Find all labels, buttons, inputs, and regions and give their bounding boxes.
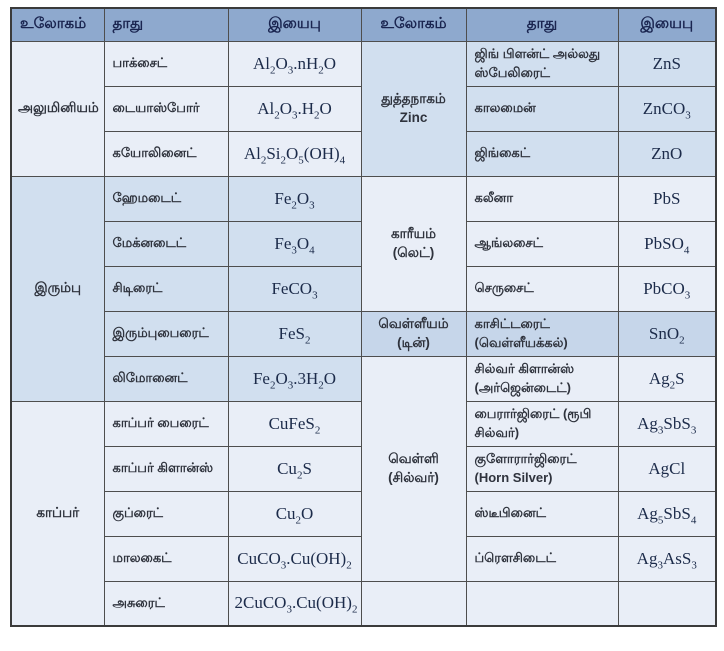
ore-cell: செருசைட் [466, 266, 618, 311]
ore-cell: ஸ்டீபினைட் [466, 491, 618, 536]
formula-cell: $Ag_5SbS_4$ [618, 491, 716, 536]
formula-cell: $CuCO_3.Cu(OH)_2$ [228, 536, 361, 581]
formula-cell: FeCO$_3$ [228, 266, 361, 311]
header-ore-left: தாது [104, 8, 228, 41]
formula-cell: FeS$_2$ [228, 311, 361, 356]
metal-cell-zinc [361, 41, 466, 176]
table-row [11, 356, 716, 401]
formula-cell: $Ag_2S$ [618, 356, 716, 401]
formula-cell: $Al_2Si_2O_5(OH)_4$ [228, 131, 361, 176]
ore-cell: லிமோனைட் [104, 356, 228, 401]
metal-subname: (லெட்) [392, 244, 435, 260]
metal-cell-silver [361, 356, 466, 581]
formula-cell: ZnS [618, 41, 716, 86]
formula-cell: ZnO [618, 131, 716, 176]
formula-cell: $Cu_2S$ [228, 446, 361, 491]
ore-cell: அசுரைட் [104, 581, 228, 626]
header-composition-right: இயைபு [618, 8, 716, 41]
formula-cell: $Ag_3AsS_3$ [618, 536, 716, 581]
ore-cell: கயோலினைட் [104, 131, 228, 176]
header-metal-right: உலோகம் [361, 8, 466, 41]
formula-cell [618, 581, 716, 626]
formula-cell: $Al_2O_3.nH_2O$ [228, 41, 361, 86]
metal-ores-table [10, 7, 717, 627]
ore-cell: குளோரார்ஜிரைட் (Horn Silver) [466, 446, 618, 491]
ore-cell: சிடிரைட் [104, 266, 228, 311]
formula-cell: $Fe_3O_4$ [228, 221, 361, 266]
header-row [11, 8, 716, 41]
metal-name: காரீயம் [390, 226, 437, 242]
formula-cell: ZnCO$_3$ [618, 86, 716, 131]
table-row [11, 581, 716, 626]
metal-cell-iron: இரும்பு [11, 176, 104, 401]
formula-cell: $Fe_2O_3$ [228, 176, 361, 221]
metal-name: வெள்ளீயம் [378, 316, 449, 332]
ore-cell: ஆங்லசைட் [466, 221, 618, 266]
ore-cell: ப்ரௌசிடைட் [466, 536, 618, 581]
metal-name: வெள்ளி [388, 451, 439, 467]
ore-cell: காசிட்டரைட் (வெள்ளீயக்கல்) [466, 311, 618, 356]
metal-cell-lead [361, 176, 466, 311]
ore-cell: சில்வர் கிளான்ஸ் (அர்ஜென்டைட்) [466, 356, 618, 401]
metal-subname: (சில்வர்) [388, 469, 439, 485]
formula-cell: PbS [618, 176, 716, 221]
metal-cell-aluminium: அலுமினியம் [11, 41, 104, 176]
table-row [11, 41, 716, 86]
formula-cell: $Ag_3SbS_3$ [618, 401, 716, 446]
metal-subname: (டின்) [397, 334, 430, 350]
ore-cell [466, 581, 618, 626]
formula-cell: $2CuCO_3.Cu(OH)_2$ [228, 581, 361, 626]
ore-cell: இரும்புபைரைட் [104, 311, 228, 356]
metal-subname: Zinc [399, 109, 428, 125]
formula-cell: $Fe_2O_3.3H_2O$ [228, 356, 361, 401]
formula-cell: PbCO$_3$ [618, 266, 716, 311]
ore-cell: காப்பர் பைரைட் [104, 401, 228, 446]
formula-cell: PbSO$_4$ [618, 221, 716, 266]
ore-cell: குப்ரைட் [104, 491, 228, 536]
ore-cell: காலமைன் [466, 86, 618, 131]
formula-cell: CuFeS$_2$ [228, 401, 361, 446]
ore-cell: ஜிங் பிளன்ட் அல்லது ஸ்பேலிரைட் [466, 41, 618, 86]
header-composition-left: இயைபு [228, 8, 361, 41]
ore-cell: மாலகைட் [104, 536, 228, 581]
metal-cell-empty [361, 581, 466, 626]
ore-cell: பாக்சைட் [104, 41, 228, 86]
metal-name: துத்தநாகம் [381, 91, 446, 107]
ore-cell: டையாஸ்போர் [104, 86, 228, 131]
metal-cell-tin [361, 311, 466, 356]
ore-cell: ஜிங்கைட் [466, 131, 618, 176]
formula-cell: AgCl [618, 446, 716, 491]
metal-cell-copper: காப்பர் [11, 401, 104, 626]
ore-cell: ஹேமடைட் [104, 176, 228, 221]
ore-cell: காப்பர் கிளான்ஸ் [104, 446, 228, 491]
formula-cell: SnO$_2$ [618, 311, 716, 356]
formula-cell: $Cu_2O$ [228, 491, 361, 536]
ore-cell: பைரார்ஜிரைட் (ரூபி சில்வர்) [466, 401, 618, 446]
table-row [11, 311, 716, 356]
header-metal-left: உலோகம் [11, 8, 104, 41]
ore-cell: கலீனா [466, 176, 618, 221]
table-row [11, 176, 716, 221]
formula-cell: $Al_2O_3.H_2O$ [228, 86, 361, 131]
header-ore-right: தாது [466, 8, 618, 41]
ore-cell: மேக்னடைட் [104, 221, 228, 266]
